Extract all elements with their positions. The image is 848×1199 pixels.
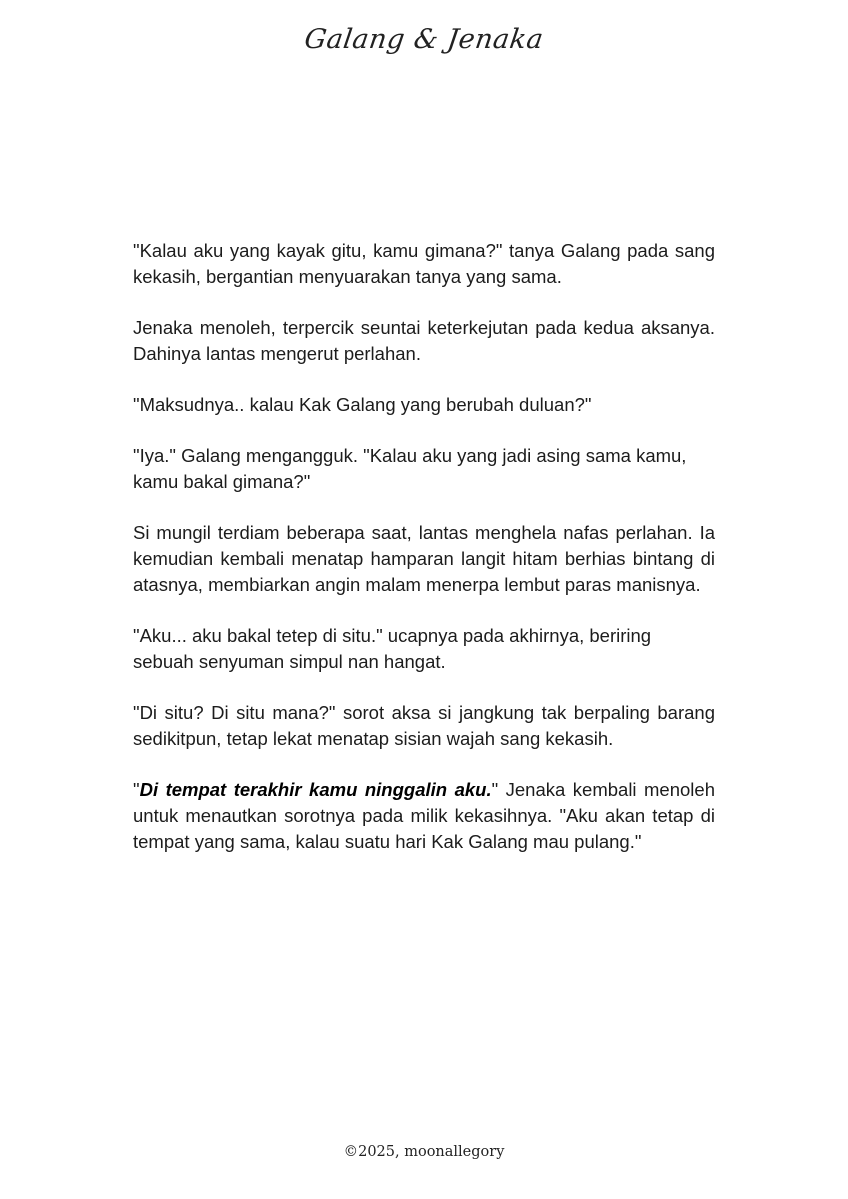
story-body [133,238,715,880]
story-paragraph: Jenaka menoleh, terpercik seuntai keterkejutan pada kedua aksanya. Dahinya lantas mengerut perlahan. [133,317,715,364]
story-paragraph: "Aku... aku bakal tetep di situ." ucapnya pada akhirnya, beriring sebuah senyuman simpul nan hangat. [133,625,652,672]
story-paragraph: "Maksudnya.. kalau Kak Galang yang berubah duluan?" [133,394,592,415]
document-header-title: Galang & Jenaka [302,24,546,55]
emphasized-quote: Di tempat terakhir kamu ninggalin aku. [139,779,492,800]
story-paragraph: "Kalau aku yang kayak gitu, kamu gimana?" tanya Galang pada sang kekasih, bergantian menyuarakan tanya yang sama. [133,240,715,287]
story-paragraph: "Iya." Galang mengangguk. "Kalau aku yang jadi asing sama kamu, kamu bakal gimana?" [133,445,687,492]
copyright-footer: ©2025, moonallegory [343,1144,505,1160]
story-paragraph: "Di situ? Di situ mana?" sorot aksa si jangkung tak berpaling barang sedikitpun, tetap lekat menatap sisian wajah sang kekasih. [133,702,715,749]
quote-mark: " [133,779,140,800]
story-paragraph-rest: " Jenaka kembali menoleh untuk menautkan sorotnya pada milik kekasihnya. "Aku akan tetap di tempat yang sama, kalau suatu hari Kak Galang mau pulang." [133,779,715,852]
story-paragraph [133,777,715,855]
story-paragraph: Si mungil terdiam beberapa saat, lantas menghela nafas perlahan. Ia kemudian kembali menatap hamparan langit hitam berhias bintang di atasnya, membiarkan angin malam menerpa lembut paras manisnya. [133,522,715,595]
